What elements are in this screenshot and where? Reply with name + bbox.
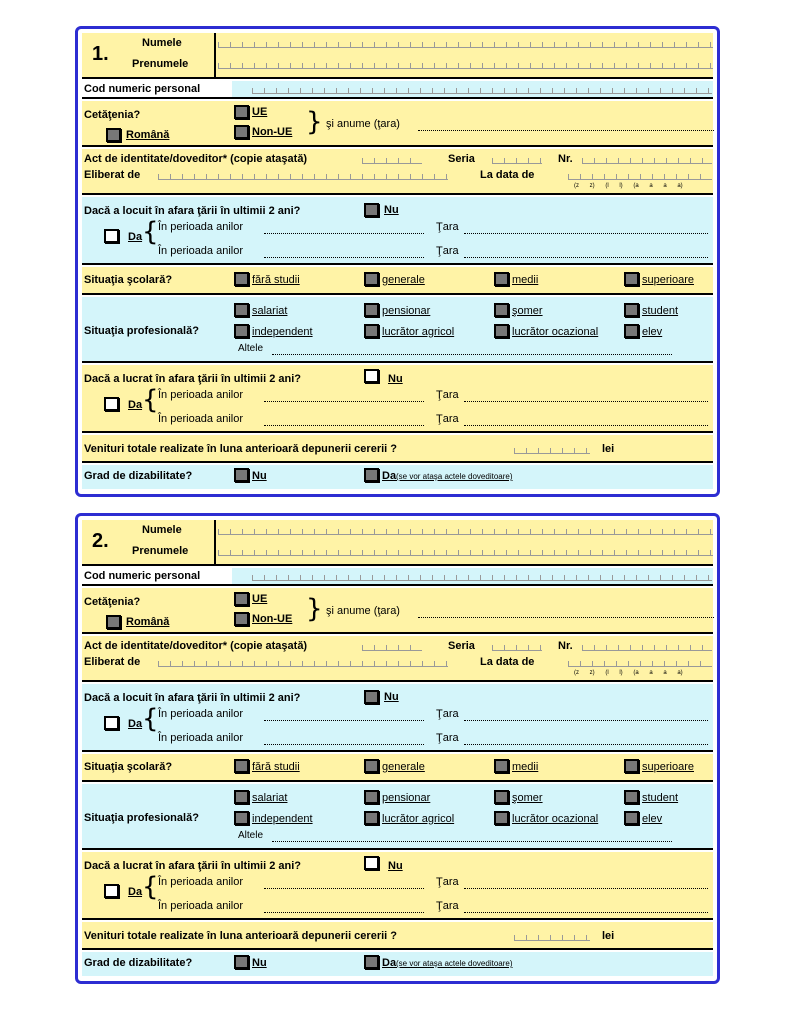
name-section <box>82 520 713 566</box>
locuit-da-label: Da <box>128 231 143 243</box>
seria-label: Seria <box>448 153 475 165</box>
si-anume-label: şi anume (ţara) <box>326 605 400 617</box>
dizabilitate-nu-checkbox[interactable] <box>234 468 249 482</box>
lucrat-perioada-field-1[interactable] <box>264 886 424 889</box>
nr-field[interactable] <box>582 157 712 164</box>
eliberat-label: Eliberat de <box>84 169 141 181</box>
dizabilitate-da-note: (se vor ataşa actele doveditoare) <box>396 472 513 481</box>
prenumele-label: Prenumele <box>132 545 189 557</box>
salariat-checkbox[interactable] <box>234 303 249 317</box>
pensionar-label: pensionar <box>382 792 431 804</box>
prenumele-field[interactable] <box>218 62 713 69</box>
tara-field-2[interactable] <box>464 742 708 745</box>
generale-checkbox[interactable] <box>364 272 379 286</box>
non-ue-checkbox[interactable] <box>234 125 249 139</box>
lucrator-ocazional-label: lucrător ocazional <box>512 813 599 825</box>
dizabilitate-nu-label: Nu <box>252 470 267 482</box>
cnp-label: Cod numeric personal <box>84 570 201 582</box>
profesionala-section <box>82 297 713 363</box>
somer-label: şomer <box>512 792 543 804</box>
lucrat-da-label: Da <box>128 399 143 411</box>
profesionala-label: Situaţia profesională? <box>84 325 199 337</box>
tara-field-1[interactable] <box>464 718 708 721</box>
nr-label: Nr. <box>558 640 573 652</box>
cetatenia-section: Cetăţenia? UE Non-UE Română } şi anume (ţara) <box>82 588 713 634</box>
lucrator-ocazional-label: lucrător ocazional <box>512 326 599 338</box>
student-label: student <box>642 792 679 804</box>
cetatenia-label: Cetăţenia? <box>84 596 141 608</box>
dizabilitate-da-note: (se vor ataşa actele doveditoare) <box>396 959 513 968</box>
independent-label: independent <box>252 326 313 338</box>
profesionala-section <box>82 784 713 850</box>
altele-label: Altele <box>238 830 264 841</box>
lucrat-nu-checkbox[interactable] <box>364 369 379 383</box>
ue-checkbox[interactable] <box>234 105 249 119</box>
lucrat-perioada-field-2[interactable] <box>264 910 424 913</box>
act-type-field[interactable] <box>362 157 422 164</box>
dizabilitate-label: Grad de dizabilitate? <box>84 957 193 969</box>
dizabilitate-nu-label: Nu <box>252 957 267 969</box>
cetatenia-section: Cetăţenia? UE Non-UE Română } şi anume (ţara) <box>82 101 713 147</box>
prenumele-field[interactable] <box>218 549 713 556</box>
dizabilitate-da-label: Da <box>382 957 397 969</box>
elev-label: elev <box>642 813 663 825</box>
tara-label: Ţara <box>436 900 459 912</box>
cnp-field[interactable] <box>252 87 712 94</box>
dizabilitate-section <box>82 952 713 976</box>
fara-studii-checkbox[interactable] <box>234 759 249 773</box>
elev-label: elev <box>642 326 663 338</box>
scolara-section <box>82 754 713 782</box>
venituri-label: Venituri totale realizate în luna anterioară depunerii cererii ? <box>84 443 397 455</box>
lucrat-da-checkbox[interactable] <box>104 884 119 898</box>
la-data-field[interactable] <box>568 173 712 180</box>
salariat-label: salariat <box>252 305 288 317</box>
lei-label: lei <box>602 930 615 942</box>
pensionar-label: pensionar <box>382 305 431 317</box>
somer-checkbox[interactable] <box>494 790 509 804</box>
seria-field[interactable] <box>492 644 542 651</box>
act-section <box>82 149 713 195</box>
perioada-field-1[interactable] <box>264 718 424 721</box>
tara-label: Ţara <box>436 732 459 744</box>
person-form <box>75 513 720 984</box>
ue-checkbox[interactable] <box>234 592 249 606</box>
eliberat-field[interactable] <box>158 660 448 667</box>
si-anume-label: şi anume (ţara) <box>326 118 400 130</box>
nr-label: Nr. <box>558 153 573 165</box>
dizabilitate-da-label: Da <box>382 470 397 482</box>
medii-label: medii <box>512 274 539 286</box>
la-data-label: La data de <box>480 656 535 668</box>
locuit-nu-label: Nu <box>384 204 399 216</box>
la-data-field[interactable] <box>568 660 712 667</box>
date-format-hint: (z z) (l l) (a a a a) <box>574 183 683 189</box>
venituri-label: Venituri totale realizate în luna anterioară depunerii cererii ? <box>84 930 397 942</box>
generale-label: generale <box>382 761 425 773</box>
non-ue-label: Non-UE <box>252 126 293 138</box>
student-checkbox[interactable] <box>624 790 639 804</box>
perioada-label: În perioada anilor <box>158 900 244 912</box>
perioada-label: În perioada anilor <box>158 389 244 401</box>
nr-field[interactable] <box>582 644 712 651</box>
lucrator-ocazional-checkbox[interactable] <box>494 324 509 338</box>
altele-field[interactable] <box>272 352 672 355</box>
venituri-section <box>82 435 713 463</box>
superioare-label: superioare <box>642 761 694 773</box>
non-ue-label: Non-UE <box>252 613 293 625</box>
perioada-label: În perioada anilor <box>158 221 244 233</box>
tara-label: Ţara <box>436 708 459 720</box>
perioada-field-2[interactable] <box>264 255 424 258</box>
perioada-field-2[interactable] <box>264 742 424 745</box>
person-form <box>75 26 720 497</box>
medii-label: medii <box>512 761 539 773</box>
lucrator-agricol-checkbox[interactable] <box>364 811 379 825</box>
venituri-section <box>82 922 713 950</box>
scolara-label: Situaţia şcolară? <box>84 274 173 286</box>
numele-field[interactable] <box>218 528 713 535</box>
perioada-label: În perioada anilor <box>158 245 244 257</box>
tara-label: Ţara <box>436 413 459 425</box>
person-number: 1. <box>92 43 109 65</box>
ue-label: UE <box>252 106 268 118</box>
cnp-section <box>82 81 713 99</box>
altele-label: Altele <box>238 343 264 354</box>
student-label: student <box>642 305 679 317</box>
pensionar-checkbox[interactable] <box>364 303 379 317</box>
locuit-da-checkbox[interactable] <box>104 229 119 243</box>
independent-label: independent <box>252 813 313 825</box>
lucrat-label: Dacă a lucrat în afara ţării în ultimii 2 ani? <box>84 373 302 385</box>
eliberat-label: Eliberat de <box>84 656 141 668</box>
independent-checkbox[interactable] <box>234 324 249 338</box>
romana-checkbox[interactable] <box>106 615 121 629</box>
elev-checkbox[interactable] <box>624 811 639 825</box>
numele-field[interactable] <box>218 41 713 48</box>
numele-label: Numele <box>142 524 182 536</box>
locuit-da-label: Da <box>128 718 143 730</box>
cnp-section <box>82 568 713 586</box>
dizabilitate-nu-checkbox[interactable] <box>234 955 249 969</box>
lucrat-tara-field-1[interactable] <box>464 399 708 402</box>
lucrat-section: Dacă a lucrat în afara ţării în ultimii 2 ani? Nu Da { În perioada anilor Ţara În perioada anilor Ţara <box>82 852 713 920</box>
locuit-nu-checkbox[interactable] <box>364 203 379 217</box>
ue-label: UE <box>252 593 268 605</box>
locuit-label: Dacă a locuit în afara ţării în ultimii 2 ani? <box>84 692 301 704</box>
elev-checkbox[interactable] <box>624 324 639 338</box>
tara-label: Ţara <box>436 245 459 257</box>
perioada-label: În perioada anilor <box>158 876 244 888</box>
lucrat-nu-label: Nu <box>388 860 403 872</box>
lucrator-agricol-label: lucrător agricol <box>382 813 455 825</box>
pensionar-checkbox[interactable] <box>364 790 379 804</box>
tara-field-2[interactable] <box>464 255 708 258</box>
medii-checkbox[interactable] <box>494 272 509 286</box>
locuit-section: Dacă a locuit în afara ţării în ultimii 2 ani? Nu Da { În perioada anilor Ţara În perioada anilor Ţara <box>82 684 713 752</box>
locuit-nu-checkbox[interactable] <box>364 690 379 704</box>
act-type-field[interactable] <box>362 644 422 651</box>
tara-cetatenie-field[interactable] <box>418 615 714 618</box>
tara-cetatenie-field[interactable] <box>418 128 714 131</box>
independent-checkbox[interactable] <box>234 811 249 825</box>
date-format-hint: (z z) (l l) (a a a a) <box>574 670 683 676</box>
dizabilitate-da-checkbox[interactable] <box>364 955 379 969</box>
lucrat-section: Dacă a lucrat în afara ţării în ultimii 2 ani? Nu Da { În perioada anilor Ţara În perioada anilor Ţara <box>82 365 713 433</box>
fara-studii-label: fără studii <box>252 274 300 286</box>
locuit-label: Dacă a locuit în afara ţării în ultimii 2 ani? <box>84 205 301 217</box>
la-data-label: La data de <box>480 169 535 181</box>
act-label: Act de identitate/doveditor* (copie ataşată) <box>84 640 308 652</box>
lucrator-agricol-checkbox[interactable] <box>364 324 379 338</box>
venituri-field[interactable] <box>514 934 590 941</box>
dizabilitate-da-checkbox[interactable] <box>364 468 379 482</box>
romana-label: Română <box>126 129 170 141</box>
altele-field[interactable] <box>272 839 672 842</box>
cnp-field[interactable] <box>252 574 712 581</box>
generale-label: generale <box>382 274 425 286</box>
lucrat-label: Dacă a lucrat în afara ţării în ultimii 2 ani? <box>84 860 302 872</box>
superioare-label: superioare <box>642 274 694 286</box>
scolara-label: Situaţia şcolară? <box>84 761 173 773</box>
generale-checkbox[interactable] <box>364 759 379 773</box>
scolara-section <box>82 267 713 295</box>
seria-label: Seria <box>448 640 475 652</box>
act-section <box>82 636 713 682</box>
perioada-label: În perioada anilor <box>158 708 244 720</box>
seria-field[interactable] <box>492 157 542 164</box>
lucrator-agricol-label: lucrător agricol <box>382 326 455 338</box>
student-checkbox[interactable] <box>624 303 639 317</box>
lucrat-perioada-field-2[interactable] <box>264 423 424 426</box>
venituri-field[interactable] <box>514 447 590 454</box>
lucrat-da-checkbox[interactable] <box>104 397 119 411</box>
lucrat-tara-field-2[interactable] <box>464 423 708 426</box>
perioada-field-1[interactable] <box>264 231 424 234</box>
lucrat-nu-label: Nu <box>388 373 403 385</box>
romana-checkbox[interactable] <box>106 128 121 142</box>
lucrat-nu-checkbox[interactable] <box>364 856 379 870</box>
act-label: Act de identitate/doveditor* (copie ataşată) <box>84 153 308 165</box>
lucrator-ocazional-checkbox[interactable] <box>494 811 509 825</box>
prenumele-label: Prenumele <box>132 58 189 70</box>
superioare-checkbox[interactable] <box>624 272 639 286</box>
romana-label: Română <box>126 616 170 628</box>
locuit-nu-label: Nu <box>384 691 399 703</box>
name-section <box>82 33 713 79</box>
tara-label: Ţara <box>436 221 459 233</box>
eliberat-field[interactable] <box>158 173 448 180</box>
lucrat-tara-field-2[interactable] <box>464 910 708 913</box>
somer-label: şomer <box>512 305 543 317</box>
cnp-label: Cod numeric personal <box>84 83 201 95</box>
medii-checkbox[interactable] <box>494 759 509 773</box>
lei-label: lei <box>602 443 615 455</box>
locuit-section: Dacă a locuit în afara ţării în ultimii 2 ani? Nu Da { În perioada anilor Ţara În perioada anilor Ţara <box>82 197 713 265</box>
tara-label: Ţara <box>436 389 459 401</box>
numele-label: Numele <box>142 37 182 49</box>
cetatenia-label: Cetăţenia? <box>84 109 141 121</box>
fara-studii-label: fără studii <box>252 761 300 773</box>
tara-field-1[interactable] <box>464 231 708 234</box>
lucrat-da-label: Da <box>128 886 143 898</box>
tara-label: Ţara <box>436 876 459 888</box>
lucrat-perioada-field-1[interactable] <box>264 399 424 402</box>
profesionala-label: Situaţia profesională? <box>84 812 199 824</box>
superioare-checkbox[interactable] <box>624 759 639 773</box>
dizabilitate-label: Grad de dizabilitate? <box>84 470 193 482</box>
fara-studii-checkbox[interactable] <box>234 272 249 286</box>
dizabilitate-section <box>82 465 713 489</box>
non-ue-checkbox[interactable] <box>234 612 249 626</box>
person-number: 2. <box>92 530 109 552</box>
somer-checkbox[interactable] <box>494 303 509 317</box>
salariat-label: salariat <box>252 792 288 804</box>
perioada-label: În perioada anilor <box>158 413 244 425</box>
lucrat-tara-field-1[interactable] <box>464 886 708 889</box>
perioada-label: În perioada anilor <box>158 732 244 744</box>
salariat-checkbox[interactable] <box>234 790 249 804</box>
locuit-da-checkbox[interactable] <box>104 716 119 730</box>
